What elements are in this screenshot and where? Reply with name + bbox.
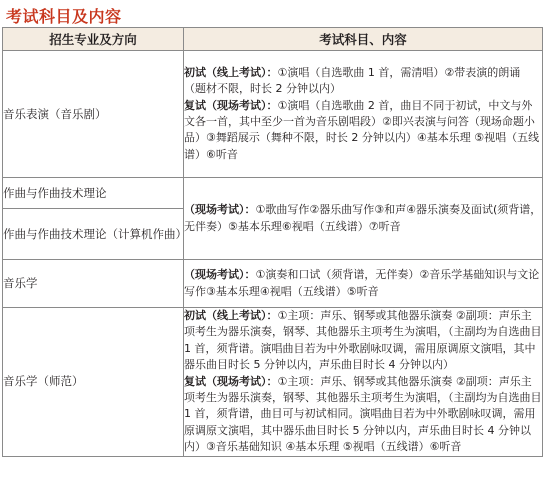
table-row xyxy=(3,51,543,178)
table-header-row xyxy=(3,28,543,51)
exam-stage-label: 复试（现场考试）： xyxy=(184,98,278,112)
content-cell xyxy=(184,178,543,260)
header-content: 考试科目、内容 xyxy=(184,28,543,51)
page-title: 考试科目及内容 xyxy=(6,7,122,26)
table-row xyxy=(3,260,543,308)
exam-paragraph xyxy=(184,267,542,300)
exam-stage-label: 复试（现场考试）： xyxy=(184,374,278,388)
exam-paragraph xyxy=(184,65,542,98)
content-cell xyxy=(184,51,543,178)
major-cell: 音乐表演（音乐剧） xyxy=(3,51,184,178)
content-cell xyxy=(184,308,543,457)
major-cell: 作曲与作曲技术理论 xyxy=(3,178,184,209)
exam-stage-text: ①演奏和口试（须背谱，无伴奏）②音乐学基础知识与文论写作③基本乐理④视唱（五线谱）⑤听音 xyxy=(184,268,540,298)
exam-stage-text: ①演唱（自选歌曲 2 首，曲目不同于初试，中文与外文各一首，其中至少一首为音乐剧唱段）②即兴表演与问答（现场命题小品）③舞蹈展示（舞种不限，时长 2 分钟以内）④基本乐理 ⑤视唱（五线谱）⑥听音 xyxy=(184,98,540,161)
exam-stage-text: ①主项：声乐、钢琴或其他器乐演奏 ②副项：声乐主项考生为器乐演奏，钢琴、其他器乐主项考生为演唱，（主副均为自选曲目 1 首，须背谱。演唱曲目若为中外歌剧咏叹调，需用原调原文演唱，其中器乐曲目时长 5 分钟以内，声乐曲目时长 4 分钟以内） xyxy=(184,309,542,372)
content-cell xyxy=(184,260,543,308)
table-row xyxy=(3,308,543,457)
exam-paragraph xyxy=(184,202,542,235)
major-cell: 音乐学（师范） xyxy=(3,308,184,457)
major-cell: 音乐学 xyxy=(3,260,184,308)
exam-stage-label: 初试（线上考试）： xyxy=(184,65,278,79)
exam-stage-text: ①主项：声乐、钢琴或其他器乐演奏 ②副项：声乐主项考生为器乐演奏，钢琴、其他器乐主项考生为演唱，（主副均为自选曲目 1 首，须背谱，曲目可与初试相同。演唱曲目若为中外歌剧咏叹调，需用原调原文演唱，其中器乐曲目时长 5 分钟以内，声乐曲目时长 4 分钟以内）③音乐基础知识 ④基本乐理 ⑤视唱（五线谱）⑥听音 xyxy=(184,374,542,454)
table-row xyxy=(3,178,543,209)
exam-subjects-table xyxy=(2,27,543,457)
exam-paragraph xyxy=(184,374,542,456)
major-cell: 作曲与作曲技术理论（计算机作曲） xyxy=(3,209,184,260)
exam-stage-text: ①演唱（自选歌曲 1 首，需清唱）②带表演的朗诵（题材不限，时长 2 分钟以内） xyxy=(184,65,521,96)
exam-stage-text: ①歌曲写作②器乐曲写作③和声④器乐演奏及面试(须背谱，无伴奏）⑤基本乐理⑥视唱（五线谱）⑦听音 xyxy=(184,203,542,233)
exam-paragraph xyxy=(184,98,542,164)
header-major: 招生专业及方向 xyxy=(3,28,184,51)
exam-stage-label: 初试（线上考试）： xyxy=(184,309,278,322)
exam-paragraph xyxy=(184,308,542,374)
exam-stage-label: （现场考试）： xyxy=(184,268,256,282)
exam-stage-label: （现场考试）： xyxy=(184,203,256,217)
